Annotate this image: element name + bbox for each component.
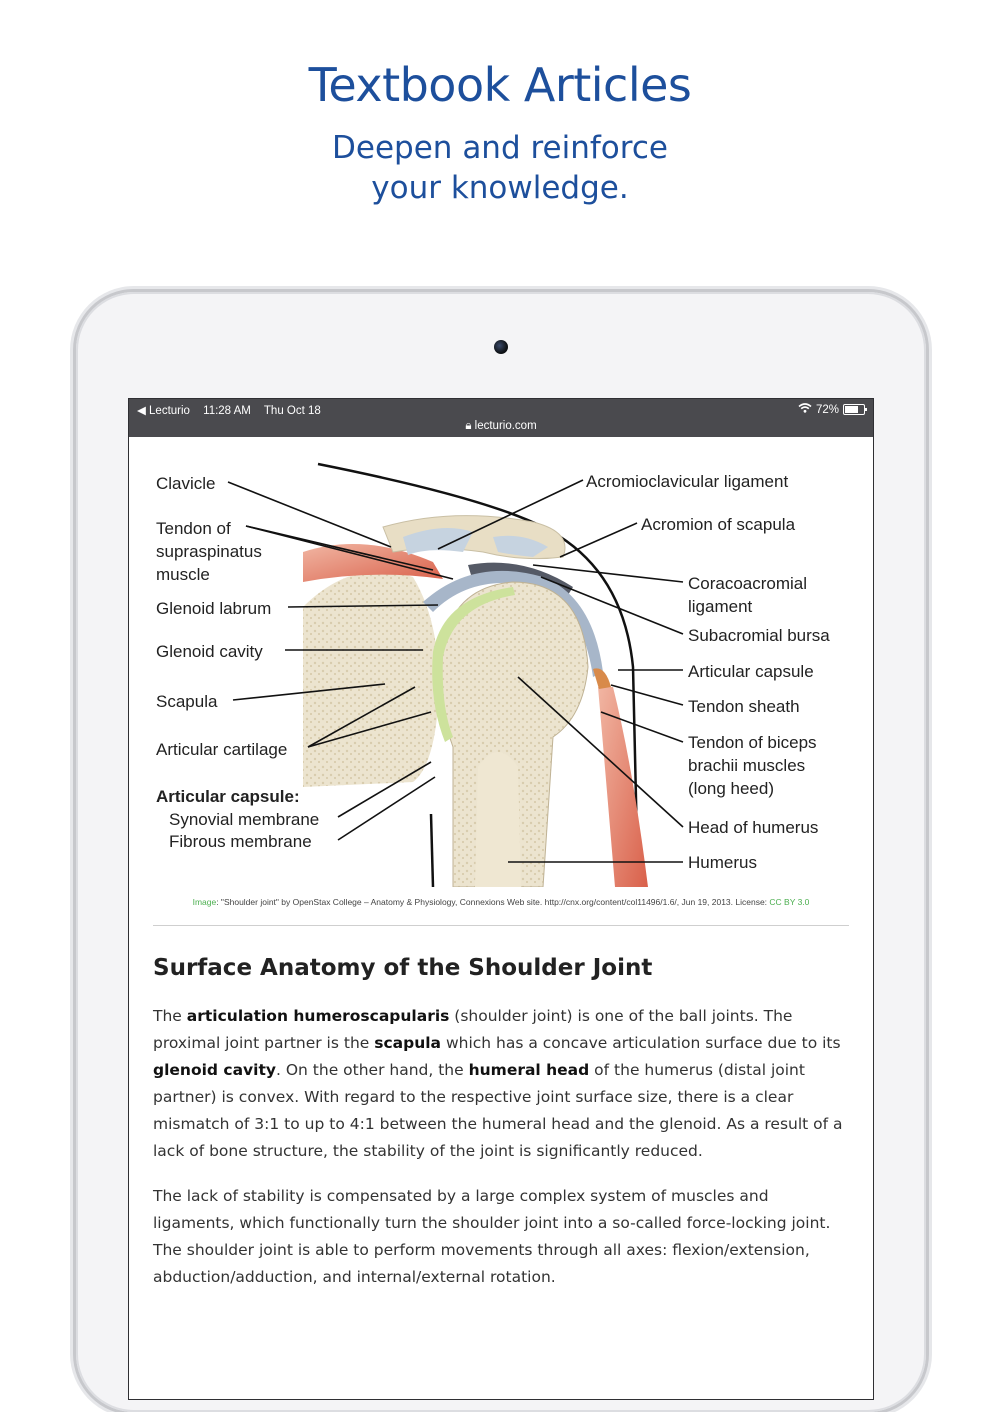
tablet-frame <box>76 292 926 1412</box>
p1-text-1: The <box>153 1007 187 1025</box>
lock-icon: 🔒︎ <box>465 420 472 432</box>
label-biceps-line2: brachii muscles <box>688 756 806 775</box>
tablet-screen <box>128 398 874 1400</box>
shoulder-joint-illustration <box>153 437 849 887</box>
label-coracoacromial-line2: ligament <box>688 597 753 616</box>
p1-text-4: . On the other hand, the <box>276 1061 469 1079</box>
label-tendon-sheath: Tendon sheath <box>688 697 800 716</box>
url-bar[interactable] <box>129 420 873 433</box>
p1-bold-4: humeral head <box>468 1061 590 1079</box>
label-glenoid-labrum: Glenoid labrum <box>156 599 272 618</box>
front-camera <box>494 340 508 354</box>
promo-subtitle <box>0 128 1000 208</box>
article-content <box>153 437 849 1286</box>
battery-icon <box>843 404 865 415</box>
promo-subtitle-line2: your knowledge. <box>371 170 629 206</box>
label-humerus: Humerus <box>688 853 757 872</box>
credit-image-link[interactable]: Image <box>192 897 217 907</box>
section-title: Surface Anatomy of the Shoulder Joint <box>153 955 653 981</box>
label-articular-cartilage: Articular cartilage <box>156 740 288 759</box>
label-subacromial-bursa: Subacromial bursa <box>688 626 830 645</box>
p1-bold-2: scapula <box>374 1034 442 1052</box>
image-credit <box>153 897 849 907</box>
url-text: lecturio.com <box>474 420 537 432</box>
shoulder-joint-diagram <box>153 437 849 887</box>
promo-subtitle-line1: Deepen and reinforce <box>332 130 668 166</box>
p1-bold-3: glenoid cavity <box>153 1061 276 1079</box>
promo-title: Textbook Articles <box>308 58 692 112</box>
battery-percent: 72% <box>815 403 839 416</box>
label-biceps-line1: Tendon of biceps <box>688 733 817 752</box>
label-tendon-line1: Tendon of <box>156 519 231 538</box>
credit-license-link[interactable]: CC BY 3.0 <box>769 897 810 907</box>
status-time: 11:28 AM <box>203 405 251 417</box>
p1-bold-1: articulation humeroscapularis <box>186 1007 450 1025</box>
label-head-of-humerus: Head of humerus <box>688 818 819 837</box>
label-biceps-line3: (long heed) <box>688 779 775 798</box>
status-date: Thu Oct 18 <box>263 405 321 417</box>
p1-text-2: (shoulder joint) is one of the ball joints. The proximal joint partner is the <box>153 1007 793 1052</box>
paragraph-2: The lack of stability is compensated by a large complex system of muscles and ligaments, which functionally turn the shoulder joint into a so-called force-locking joint. The shoulder joint is able to perform movements through all axes: flexion/extension, abduction/adduction, and internal/external rotation. <box>153 1187 831 1286</box>
label-coracoacromial-line1: Coracoacromial <box>688 574 808 593</box>
p1-text-3: which has a concave articulation surface due to its <box>441 1034 841 1052</box>
label-glenoid-cavity: Glenoid cavity <box>156 642 263 661</box>
label-articular-capsule-heading: Articular capsule: <box>156 787 300 806</box>
p1-text-5: of the humerus (distal joint partner) is convex. With regard to the respective joint surface size, there is a clear mismatch of 3:1 to up to 4:1 between the humeral head and the glenoid. As a result of a lack of bone structure, the stability of the joint is significantly reduced. <box>153 1061 843 1160</box>
label-scapula: Scapula <box>156 692 218 711</box>
label-tendon-line2: supraspinatus <box>156 542 262 561</box>
label-synovial-membrane: Synovial membrane <box>169 810 320 829</box>
label-fibrous-membrane: Fibrous membrane <box>169 832 312 851</box>
wifi-icon <box>798 403 812 416</box>
label-tendon-line3: muscle <box>156 565 210 584</box>
status-bar <box>129 399 873 437</box>
label-acromion: Acromion of scapula <box>641 515 796 534</box>
section-divider <box>153 925 849 926</box>
credit-text: : "Shoulder joint" by OpenStax College – Anatomy & Physiology, Connexions Web site. http://cnx.org/content/col11496/1.6/, Jun 19, 2013. License: <box>216 897 770 907</box>
paragraph-1 <box>153 1003 843 1165</box>
label-acromioclavicular-ligament: Acromioclavicular ligament <box>586 472 789 491</box>
label-articular-capsule: Articular capsule <box>688 662 814 681</box>
label-clavicle: Clavicle <box>156 474 216 493</box>
back-to-app-link[interactable]: ◀ Lecturio <box>137 405 190 417</box>
